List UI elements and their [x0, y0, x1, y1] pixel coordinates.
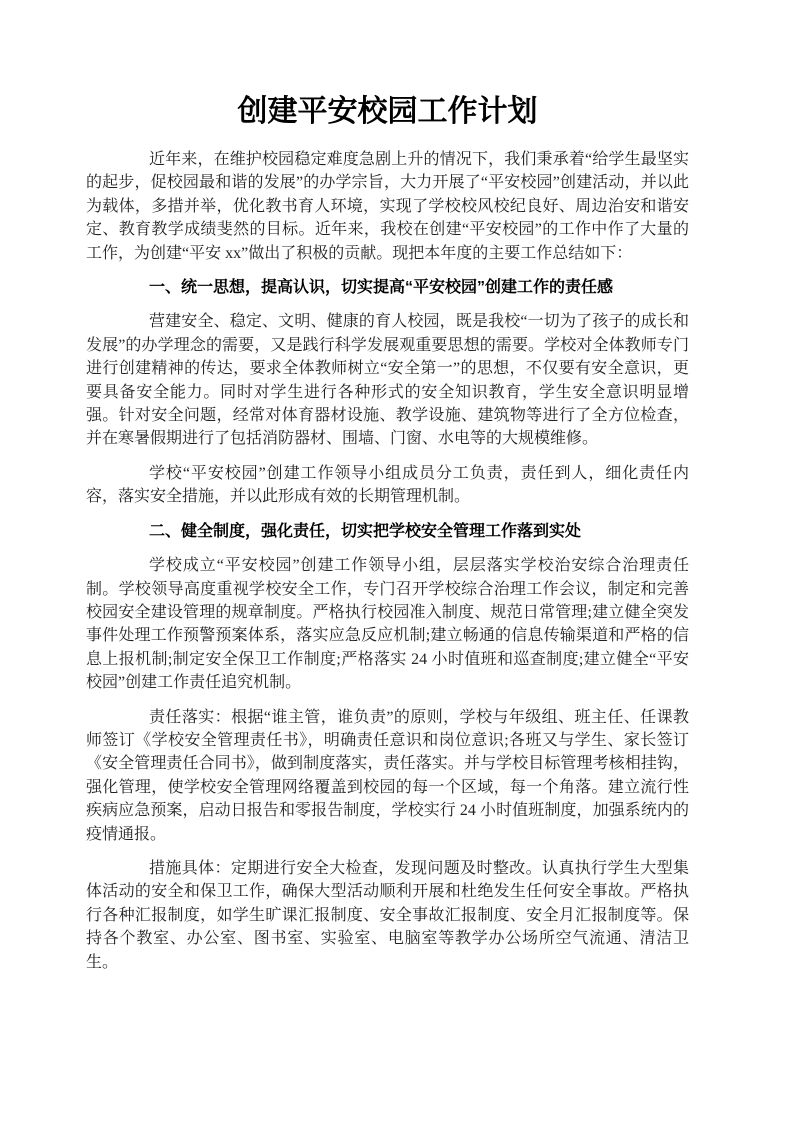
- paragraph-section2-systems: 学校成立“平安校园”创建工作领导小组，层层落实学校治安综合治理责任制。学校领导高度重视学校安全工作，专门召开学校综合治理工作会议，制定和完善校园安全建设管理的规章制度。严格执行校园准入制度、规范日常管理;建立健全突发事件处理工作预警预案体系，落实应急反应机制;建立畅通的信息传输渠道和严格的信息上报机制;制定安全保卫工作制度;严格落实 24 小时值班和巡查制度;建立健全“平安校园”创建工作责任追究机制。: [86, 557, 689, 692]
- section-heading-2: 二、健全制度，强化责任，切实把学校安全管理工作落到实处: [149, 522, 582, 540]
- paragraph-section1-leadership-group: 学校“平安校园”创建工作领导小组成员分工负责，责任到人，细化责任内容，落实安全措施，并以此形成有效的长期管理机制。: [86, 464, 689, 506]
- paragraph-intro: 近年来，在维护校园稳定难度急剧上升的情况下，我们秉承着“给学生最坚实的起步，促校园最和谐的发展”的办学宗旨，大力开展了“平安校园”创建活动，并以此为载体，多措并举，优化教书育人环境，实现了学校校风校纪良好、周边治安和谐安定、教育教学成绩斐然的目标。近年来，我校在创建“平安校园”的工作中作了大量的工作，为创建“平安 xx”做出了积极的贡献。现把本年度的主要工作总结如下：: [86, 151, 689, 262]
- section-heading-1: 一、统一思想，提高认识，切实提高“平安校园”创建工作的责任感: [149, 279, 614, 297]
- paragraph-section1-body: 营建安全、稳定、文明、健康的育人校园，既是我校“一切为了孩子的成长和发展”的办学理念的需要，又是践行科学发展观重要思想的需要。学校对全体教师专门进行创建精神的传达，要求全体教师树立“安全第一”的思想，不仅要有安全意识，更要具备安全能力。同时对学生进行各种形式的安全知识教育，学生安全意识明显增强。针对安全问题，经常对体育器材设施、教学设施、建筑物等进行了全方位检查，并在寒暑假期进行了包括消防器材、围墙、门窗、水电等的大规模维修。: [86, 313, 689, 448]
- paragraph-section2-responsibility: 责任落实：根据“谁主管，谁负责”的原则，学校与年级组、班主任、任课教师签订《学校安全管理责任书》，明确责任意识和岗位意识;各班又与学生、家长签订《安全管理责任合同书》，做到制度落实，责任落实。并与学校目标管理考核相挂钩，强化管理，使学校安全管理网络覆盖到校园的每一个区域，每一个角落。建立流行性疾病应急预案，启动日报告和零报告制度，学校实行 24 小时值班制度，加强系统内的疫情通报。: [86, 708, 689, 843]
- document-title: 创建平安校园工作计划: [237, 95, 538, 128]
- paragraph-section2-measures: 措施具体：定期进行安全大检查，发现问题及时整改。认真执行学生大型集体活动的安全和保卫工作，确保大型活动顺利开展和杜绝发生任何安全事故。严格执行各种汇报制度，如学生旷课汇报制度、安全事故汇报制度、安全月汇报制度等。保持各个教室、办公室、图书室、实验室、电脑室等教学办公场所空气流通、清洁卫生。: [86, 859, 689, 971]
